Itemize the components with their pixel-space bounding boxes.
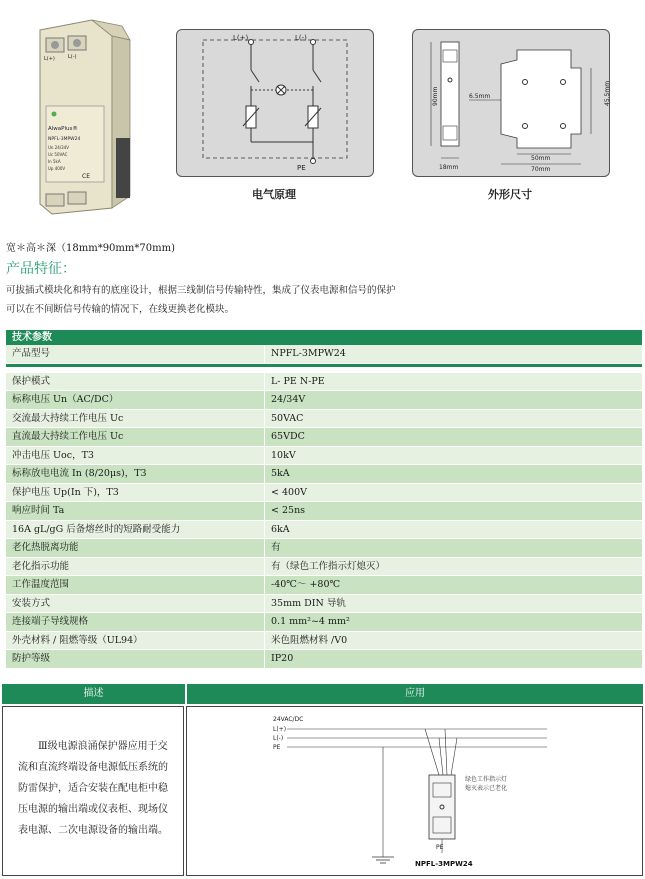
table-row: [6, 650, 642, 669]
table-row: [6, 595, 642, 614]
spec-table: [6, 330, 642, 669]
table-row: [6, 521, 642, 540]
spec-key: 保护模式: [12, 375, 51, 387]
photo-terminal-label-1: L(+): [44, 56, 55, 62]
spec-value: IP20: [264, 650, 642, 668]
table-row: [6, 373, 642, 392]
table-row: [6, 345, 642, 364]
spec-value: 10kV: [264, 447, 642, 465]
description-text: Ⅲ级电源浪涌保护器应用于交流和直流终端设备电源低压系统的防雷保护，适合安装在配电柜中稳压电源的输出端或仪表柜、现场仪表电源、二次电源设备的输出端。: [18, 741, 168, 836]
dim-label-18: 18mm: [439, 164, 459, 171]
spec-table-header: 技术参数: [6, 330, 642, 345]
table-row: [6, 410, 642, 429]
dim-label-90: 90mm: [432, 86, 439, 106]
spec-value: 6kA: [264, 521, 642, 539]
spec-value: 有（绿色工作指示灯熄灭）: [264, 558, 642, 576]
product-photo: [22, 18, 140, 218]
table-row: [6, 613, 642, 632]
table-row: [6, 428, 642, 447]
spec-key: 16A gL/gG 后备熔丝时的短路耐受能力: [12, 523, 181, 535]
photo-spec-1: Un 24/34V: [48, 145, 69, 150]
dim-label-6-5: 6.5mm: [469, 93, 491, 100]
circuit-diagram-panel: [176, 29, 374, 177]
photo-spec-2: Uc 50VAC: [48, 152, 68, 157]
spec-key: 直流最大持续工作电压 Uc: [12, 431, 124, 442]
photo-spec-4: Up 400V: [48, 166, 66, 171]
features-title: 产品特征：: [6, 261, 76, 277]
photo-brand: AlwaPlus®: [48, 126, 78, 132]
spec-key: 标称电压 Un（AC/DC）: [12, 394, 119, 405]
spec-key: 安装方式: [12, 597, 51, 609]
photo-spec-3: In 5kA: [48, 159, 61, 164]
app-l-plus-label: L(+): [273, 726, 287, 733]
app-model-label: NPFL-3MPW24: [415, 860, 473, 868]
features-line-2: 可以在不间断信号传输的情况下，在线更换老化模块。: [6, 304, 235, 315]
table-row: [6, 391, 642, 410]
app-l-minus-label: L(-): [273, 735, 284, 742]
spec-value: 0.1 mm²~4 mm²: [264, 613, 642, 631]
spec-key: 冲击电压 Uoc，T3: [12, 449, 94, 461]
spec-value: L- PE N-PE: [264, 373, 642, 391]
dim-label-45-5: 45.5mm: [604, 80, 611, 106]
spec-value: 24/34V: [264, 391, 642, 409]
table-row: [6, 465, 642, 484]
table-row: [6, 539, 642, 558]
circuit-label-pe: PE: [297, 164, 306, 172]
table-row: [6, 447, 642, 466]
circuit-label-l-minus: L(-): [295, 34, 307, 42]
photo-ce-mark: CE: [82, 173, 90, 180]
spec-key: 标称放电电流 In (8/20μs)，T3: [12, 468, 147, 479]
spec-key: 防护等级: [12, 653, 51, 664]
spec-value: < 25ns: [264, 502, 642, 520]
photo-terminal-label-2: L(-): [68, 54, 77, 60]
table-row: [6, 558, 642, 577]
spec-value: 65VDC: [264, 428, 642, 446]
spec-key: 响应时间 Ta: [12, 505, 65, 516]
spec-value: 米色阻燃材料 /V0: [264, 632, 642, 650]
spec-key: 产品型号: [12, 348, 51, 359]
app-pe-label: PE: [273, 744, 281, 751]
photo-model: NPFL-3MPW24: [48, 137, 81, 142]
features-line-1: 可拔插式模块化和特有的底座设计，根据三线制信号传输特性，集成了仪表电源和信号的保护: [6, 285, 396, 296]
spec-value: 35mm DIN 导轨: [264, 595, 642, 613]
spec-value: NPFL-3MPW24: [264, 345, 642, 363]
description-header: 描述: [83, 688, 104, 699]
app-supply-label: 24VAC/DC: [273, 716, 304, 723]
application-header: 应用: [405, 688, 425, 699]
spec-key: 老化指示功能: [12, 560, 70, 572]
app-pe-bottom-label: PE: [436, 844, 444, 851]
spec-value: 有: [264, 539, 642, 557]
dim-label-50: 50mm: [531, 155, 551, 162]
table-row: [6, 484, 642, 503]
spec-key: 工作温度范围: [12, 579, 70, 590]
spec-key: 老化热脱离功能: [12, 542, 79, 553]
app-note-line-2: 熄灭表示已老化: [465, 785, 508, 792]
dim-label-70: 70mm: [531, 166, 551, 173]
spec-value: < 400V: [264, 484, 642, 502]
circuit-caption: 电气原理: [252, 188, 296, 201]
spec-key: 保护电压 Up(In 下)，T3: [12, 486, 119, 498]
spec-value: 5kA: [264, 465, 642, 483]
spec-key: 连接端子导线规格: [12, 616, 89, 627]
spec-value: 50VAC: [264, 410, 642, 428]
circuit-label-l-plus: L(+): [233, 34, 249, 42]
spec-value: -40℃～ +80℃: [264, 576, 642, 594]
table-row: [6, 632, 642, 651]
application-box: [186, 706, 643, 876]
app-note-line-1: 绿色工作指示灯: [465, 776, 508, 783]
dimensions-line: 宽＊高＊深（18mm*90mm*70mm): [6, 243, 175, 254]
spec-key: 交流最大持续工作电压 Uc: [12, 412, 124, 424]
dimension-diagram-panel: [412, 29, 610, 177]
table-row: [6, 502, 642, 521]
spec-key: 外壳材料 / 阻燃等级（UL94）: [12, 634, 143, 646]
table-row: [6, 576, 642, 595]
dimension-caption: 外形尺寸: [488, 188, 532, 201]
